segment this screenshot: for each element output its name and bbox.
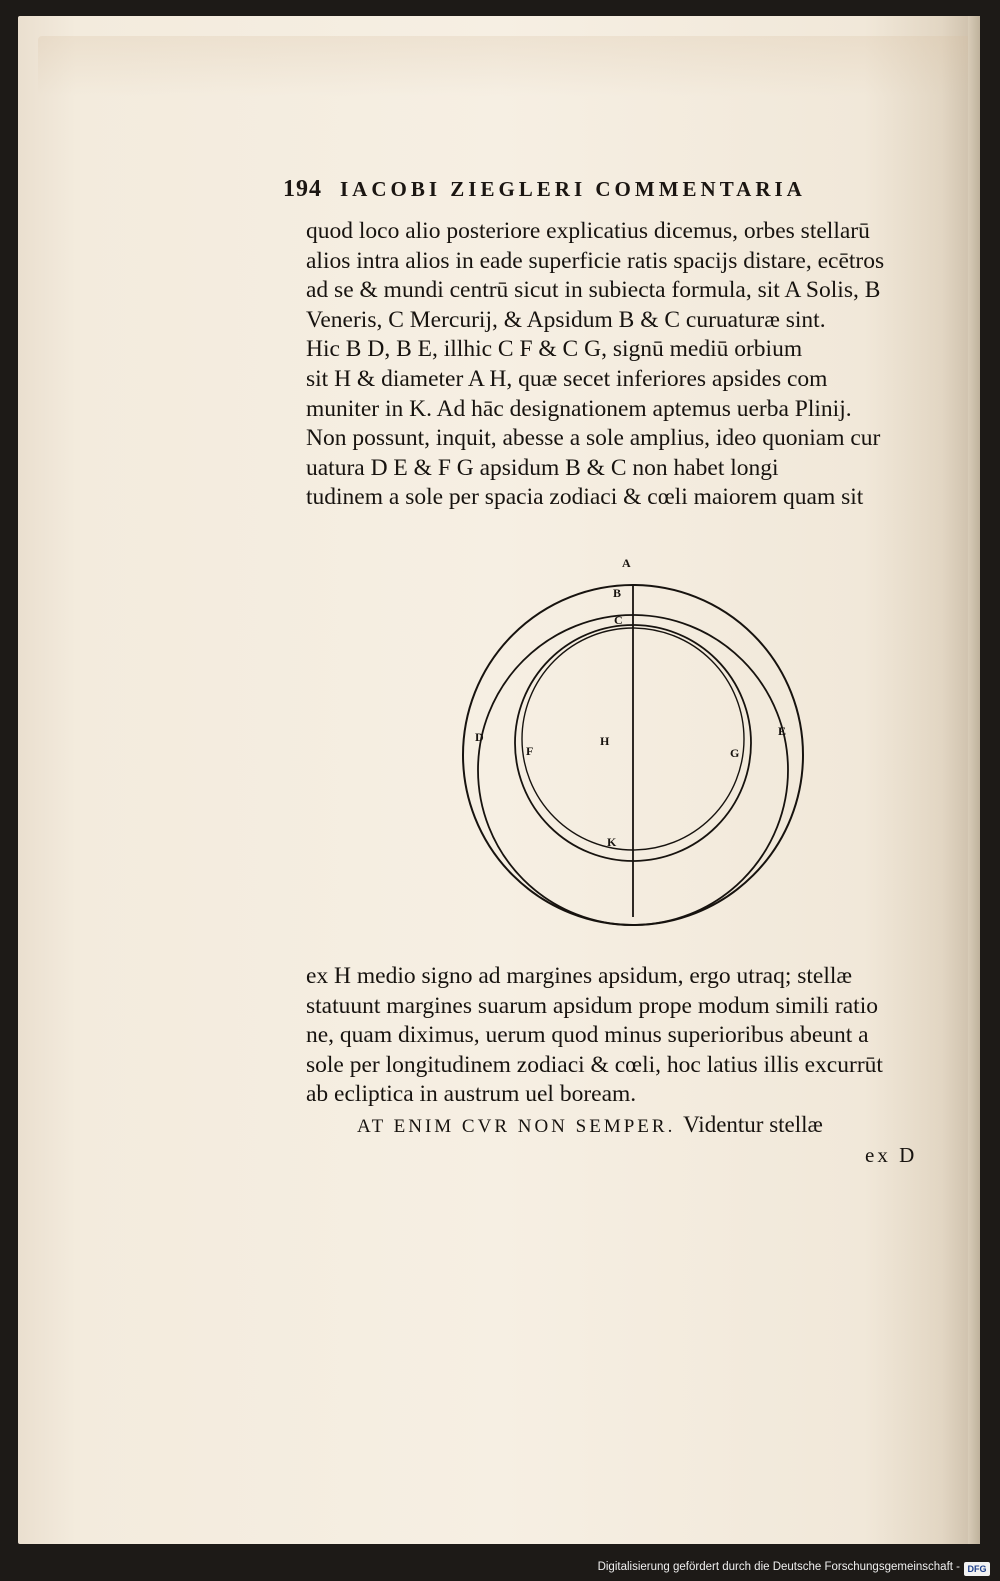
page-number: 194 bbox=[283, 176, 322, 202]
text-line: ab ecliptica in austrum uel boream. bbox=[306, 1081, 637, 1108]
label-a: A bbox=[622, 556, 631, 570]
text-line: tudinem a sole per spacia zodiaci & cœli maiorem quam sit bbox=[306, 484, 864, 511]
page-stain bbox=[38, 36, 978, 96]
body-text-bottom bbox=[306, 962, 918, 1110]
header-title: IACOBI ZIEGLERI COMMENTARIA bbox=[340, 177, 806, 201]
text-line: Hic B D, B E, illhic C F & C G, signū mediū orbium bbox=[306, 336, 803, 363]
label-f: F bbox=[526, 744, 534, 758]
running-head bbox=[283, 176, 923, 203]
label-h: H bbox=[600, 734, 610, 748]
label-g: G bbox=[730, 746, 740, 760]
text-line: alios intra alios in eade superficie ratis spacijs distare, ecētros bbox=[306, 247, 885, 274]
catchword: ex D bbox=[865, 1143, 918, 1167]
text-line: sole per longitudinem zodiaci & cœli, hoc latius illis excurrūt bbox=[306, 1051, 883, 1078]
text-line: Non possunt, inquit, abesse a sole amplius, ideo quoniam cur bbox=[306, 425, 881, 452]
digitization-credit: Digitalisierung gefördert durch die Deutsche Forschungsgemeinschaft - bbox=[597, 1561, 960, 1573]
section-heading-caps: AT ENIM CVR NON SEMPER. bbox=[357, 1116, 676, 1137]
text-line: statuunt margines suarum apsidum prope modum simili ratio bbox=[306, 992, 878, 1019]
text-line: uatura D E & F G apsidum B & C non habet longi bbox=[306, 454, 779, 481]
text-line: quod loco alio posteriore explicatius dicemus, orbes stellarū bbox=[306, 218, 870, 244]
text-line: ad se & mundi centrū sicut in subiecta formula, sit A Solis, B bbox=[306, 277, 881, 304]
label-b: B bbox=[613, 586, 622, 600]
text-line: sit H & diameter A H, quæ secet inferiores apsides com bbox=[306, 365, 828, 392]
footer-credit-bar bbox=[0, 1558, 1000, 1581]
label-d: D bbox=[475, 730, 484, 744]
planetary-orbits-diagram bbox=[450, 545, 810, 935]
body-text-top bbox=[306, 217, 918, 513]
text-line: muniter in K. Ad hāc designationem aptemus uerba Plinij. bbox=[306, 395, 852, 422]
text-line: Veneris, C Mercurij, & Apsidum B & C curuaturæ sint. bbox=[306, 306, 826, 333]
label-e: E bbox=[778, 724, 787, 738]
label-k: K bbox=[607, 835, 617, 849]
dfg-logo: DFG bbox=[964, 1562, 990, 1576]
orbits-svg bbox=[450, 545, 810, 935]
section-heading-continuation: Videntur stellæ bbox=[683, 1112, 823, 1137]
text-line: ex H medio signo ad margines apsidum, ergo utraq; stellæ bbox=[306, 963, 853, 989]
label-c: C bbox=[614, 613, 623, 627]
section-heading bbox=[357, 1112, 937, 1138]
text-line: ne, quam diximus, uerum quod minus superioribus abeunt a bbox=[306, 1022, 869, 1049]
page-edge-shadow bbox=[968, 16, 980, 1544]
